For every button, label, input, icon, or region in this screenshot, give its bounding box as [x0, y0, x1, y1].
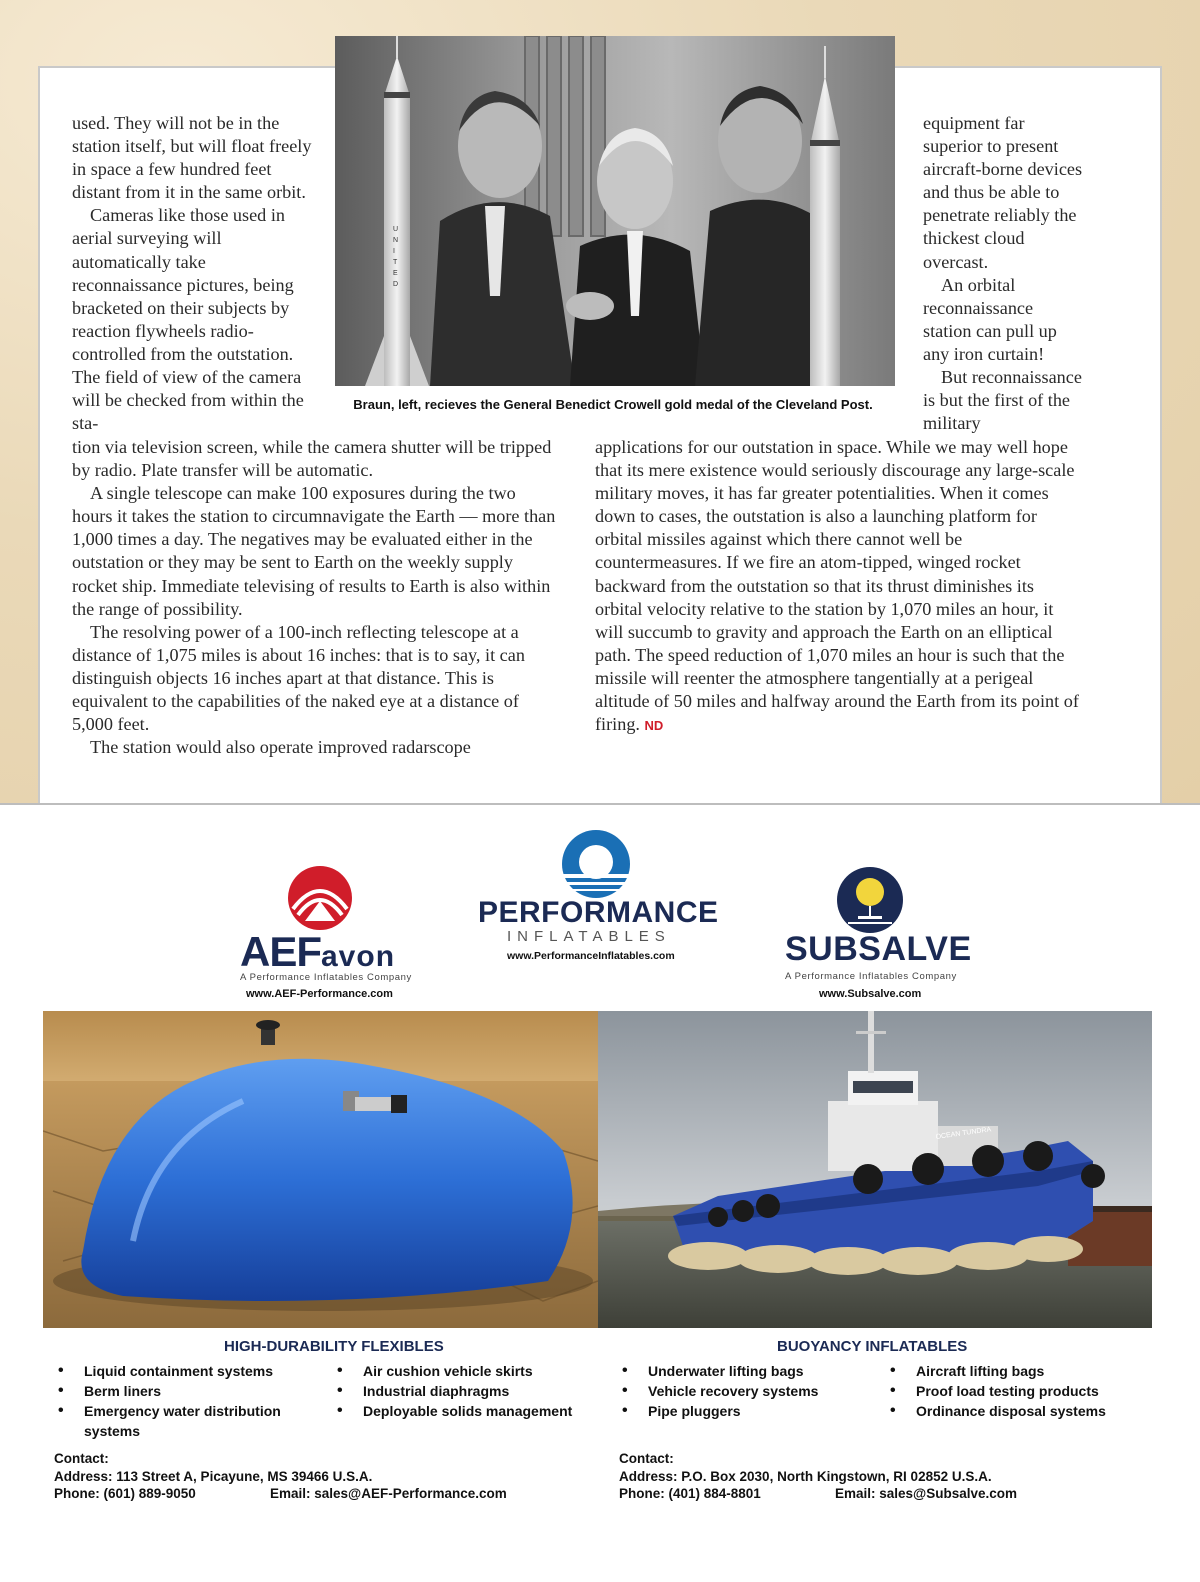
list-item: • Vehicle recovery systems	[620, 1381, 870, 1401]
aef-tagline: A Performance Inflatables Company	[240, 972, 412, 983]
tugboat-photo	[598, 1011, 1152, 1328]
list-item: • Air cushion vehicle skirts	[335, 1361, 595, 1381]
paragraph: A single telescope can make 100 exposures during the two hours it takes the station to circumnavigate the Earth — more than 1,000 times a day. The negatives may be evaluated either in the outstation or they may be sent to Earth on the weekly supply rocket ship. Immediate televising of results to Earth is also within the range of possibility.	[72, 483, 556, 619]
paragraph: used. They will not be in the station itself, but will float freely in space a few hundred feet distant from it in the same orbit.	[72, 113, 312, 203]
avon-wordmark: avon	[321, 940, 396, 973]
photo-illustration	[335, 36, 895, 386]
end-mark: ND	[644, 718, 664, 734]
performance-url[interactable]: www.PerformanceInflatables.com	[507, 950, 675, 962]
contact-address: Address: P.O. Box 2030, North Kingstown, RI 02852 U.S.A.	[619, 1468, 992, 1484]
paragraph: The station would also operate improved radarscope	[90, 737, 471, 758]
aef-avon-logo-icon	[287, 865, 353, 931]
aef-avon-wordmark	[240, 928, 395, 976]
ship-name-label: OCEAN TUNDRA	[935, 1126, 992, 1141]
inflatables-wordmark: INFLATABLES	[507, 928, 671, 945]
subsalve-wordmark: SUBSALVE	[785, 930, 972, 968]
subsalve-tagline: A Performance Inflatables Company	[785, 971, 957, 982]
aef-url[interactable]: www.AEF-Performance.com	[246, 988, 393, 1000]
article-column-1-top	[72, 112, 317, 435]
list-item: • Proof load testing products	[888, 1381, 1138, 1401]
contact-email[interactable]: Email: sales@AEF-Performance.com	[270, 1486, 507, 1501]
right-product-list-a	[620, 1361, 870, 1421]
left-product-list-b	[335, 1361, 595, 1421]
list-item: • Underwater lifting bags	[620, 1361, 870, 1381]
contact-phone-email-row	[619, 1485, 1159, 1503]
paragraph: The resolving power of a 100-inch reflecting telescope at a distance of 1,075 miles is about 16 inches: that is to say, it can distinguish objects 16 inches apart at that distance. This is equivalent to the capabilities of the naked eye at a distance of 5,000 feet.	[72, 621, 525, 735]
paragraph: But reconnaissance is but the first of the military	[923, 367, 1082, 434]
paragraph	[595, 436, 1081, 737]
paragraph: tion via television screen, while the camera shutter will be tripped by radio. Plate transfer will be automatic.	[72, 437, 552, 481]
contact-address: Address: 113 Street A, Picayune, MS 39466 U.S.A.	[54, 1468, 373, 1484]
paragraph: Cameras like those used in aerial surveying will automatically take reconnaissance pictures, being bracketed on their subjects by reaction flywheels radio-controlled from the outstation. The field of view of the camera will be checked from within the sta-	[72, 205, 304, 434]
left-section-title: HIGH-DURABILITY FLEXIBLES	[224, 1338, 444, 1355]
contact-label: Contact:	[619, 1451, 674, 1466]
subsalve-logo-icon	[836, 866, 904, 934]
article-column-3-top	[923, 112, 1083, 435]
photo-caption: Braun, left, recieves the General Benedict Crowell gold medal of the Cleveland Post.	[353, 397, 873, 412]
left-contact-block	[54, 1450, 574, 1503]
list-item: • Deployable solids management	[335, 1401, 595, 1421]
left-product-list-a	[56, 1361, 306, 1441]
contact-phone: Phone: (401) 884-8801	[619, 1486, 761, 1501]
list-item: • Ordinance disposal systems	[888, 1401, 1138, 1421]
right-contact-block	[619, 1450, 1159, 1503]
performance-wordmark: PERFORMANCE	[478, 896, 719, 929]
aef-wordmark: AEF	[240, 928, 321, 975]
contact-email[interactable]: Email: sales@Subsalve.com	[835, 1486, 1017, 1501]
water-bladder-photo	[43, 1011, 598, 1328]
contact-phone-email-row	[54, 1485, 574, 1503]
water-bladder-illustration	[43, 1011, 598, 1328]
contact-phone: Phone: (601) 889-9050	[54, 1486, 196, 1501]
contact-label: Contact:	[54, 1451, 109, 1466]
paragraph: An orbital reconnaissance station can pull up any iron curtain!	[923, 274, 1057, 364]
section-divider	[0, 803, 1200, 805]
list-item: • Aircraft lifting bags	[888, 1361, 1138, 1381]
tugboat-illustration	[598, 1011, 1152, 1328]
article-column-2-bottom	[595, 436, 1081, 737]
right-product-list-b	[888, 1361, 1138, 1421]
performance-inflatables-logo-icon	[560, 828, 632, 900]
article-photo	[335, 36, 895, 386]
list-item: • Berm liners	[56, 1381, 306, 1401]
article-column-1-bottom	[72, 436, 556, 759]
list-item: • Industrial diaphragms	[335, 1381, 595, 1401]
paragraph: equipment far superior to present aircraft-borne devices and thus be able to penetrate reliably the thickest cloud overcast.	[923, 113, 1083, 272]
list-item: • Emergency water distribution systems	[56, 1401, 306, 1441]
svg-text:UNITED: U N I T E D	[393, 226, 399, 288]
list-item: • Pipe pluggers	[620, 1401, 870, 1421]
right-section-title: BUOYANCY INFLATABLES	[777, 1338, 968, 1355]
subsalve-url[interactable]: www.Subsalve.com	[819, 988, 922, 1000]
paragraph-text: applications for our outstation in space. While we may well hope that its mere existence would seriously discourage any large-scale military moves, it has far greater potentialities. When it comes down to cases, the outstation is also a launching platform for orbital missiles against which there cannot well be countermeasures. If we fire an atom-tipped, winged rocket backward from the outstation so that its thrust diminishes its orbital velocity relative to the station by 1,070 miles an hour, it will succumb to gravity and approach the Earth on an elliptical path. The speed reduction of 1,070 miles an hour is such that the missile will reenter the atmosphere tangentially at a perigeal altitude of 50 miles and halfway around the Earth from its point of firing.	[595, 437, 1079, 735]
list-item: • Liquid containment systems	[56, 1361, 306, 1381]
